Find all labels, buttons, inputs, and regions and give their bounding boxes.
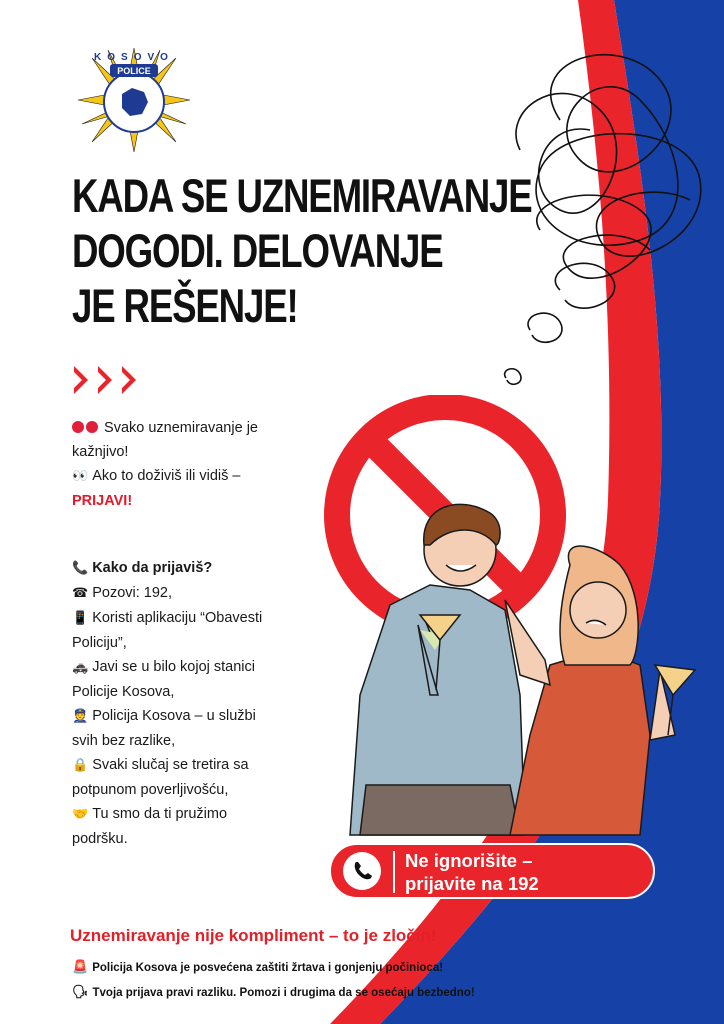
alert-line-1: Svako uznemiravanje je	[104, 420, 258, 436]
how-title: Kako da prijaviš?	[92, 560, 213, 576]
phone-icon	[343, 852, 381, 890]
mobile-phone-icon: 📱	[72, 611, 89, 626]
police-light-icon: 🚨	[72, 960, 89, 975]
how-item-6-line-2: podršku.	[72, 831, 128, 847]
alert-line-2: kažnjivo!	[72, 444, 129, 460]
lock-icon: 🔒	[72, 758, 89, 773]
headline-line-2: DOGODI. DELOVANJE	[72, 224, 443, 277]
how-item-5-line-1: Svaki slučaj se tretira sa	[92, 757, 249, 773]
how-item-4-line-1: Policija Kosova – u službi	[92, 708, 256, 724]
cta-line-1: Ne ignorišite –	[405, 850, 533, 871]
how-item-2-line-2: Policiju”,	[72, 635, 127, 651]
headline-line-3: JE REŠENJE!	[72, 279, 298, 332]
headline-line-1: KADA SE UZNEMIRAVANJE	[72, 169, 532, 222]
eyes-icon: 👀	[72, 469, 89, 484]
headline	[72, 168, 532, 333]
footer-line-2-text: Tvoja prijava pravi razliku. Pomozi i drugima da se osećaju bezbedno!	[92, 987, 475, 999]
cta-line-2: prijavite na 192	[405, 873, 539, 894]
speaking-head-icon: 🗣	[72, 985, 89, 1000]
how-item-5-line-2: potpunom poverljivošću,	[72, 782, 229, 798]
alert-block	[72, 416, 302, 513]
how-item-6-line-1: Tu smo da ti pružimo	[92, 806, 228, 822]
telephone-icon: ☎	[72, 586, 89, 601]
footer-line-1-text: Policija Kosova je posvećena zaštiti žrtava i gonjenju počinioca!	[92, 962, 444, 974]
alert-line-3: Ako to doživiš ili vidiš –	[92, 468, 241, 484]
how-item-4-line-2: svih bez razlike,	[72, 733, 176, 749]
kosovo-police-logo	[74, 40, 194, 155]
phone-receiver-icon: 📞	[72, 561, 89, 576]
red-circle-icon	[86, 421, 98, 433]
phone-circle	[343, 852, 381, 890]
chevron-arrows-icon	[72, 364, 152, 396]
cta-divider	[393, 851, 395, 893]
police-officers-icon: 👮	[72, 709, 89, 724]
cta-banner	[329, 843, 655, 899]
cta-text	[405, 849, 539, 895]
harassment-illustration	[300, 395, 724, 855]
footer-line-2	[72, 985, 475, 1000]
footer-line-1	[72, 960, 443, 975]
how-to-report	[72, 556, 297, 851]
red-circle-icon	[72, 421, 84, 433]
how-item-3-line-2: Policije Kosova,	[72, 684, 175, 700]
how-item-1-line-1: Pozovi: 192,	[92, 585, 173, 601]
how-item-3-line-1: Javi se u bilo kojoj stanici	[92, 659, 255, 675]
slogan: Uznemiravanje nije kompliment – to je zločin!	[70, 926, 437, 945]
arc-text: KOSOVO	[94, 52, 174, 63]
police-car-icon: 🚓	[72, 660, 89, 675]
badge-text: POLICE	[117, 66, 151, 76]
handshake-icon: 🤝	[72, 807, 89, 822]
report-cta-text: PRIJAVI!	[72, 493, 133, 509]
how-item-2-line-1: Koristi aplikaciju “Obavesti	[92, 610, 263, 626]
